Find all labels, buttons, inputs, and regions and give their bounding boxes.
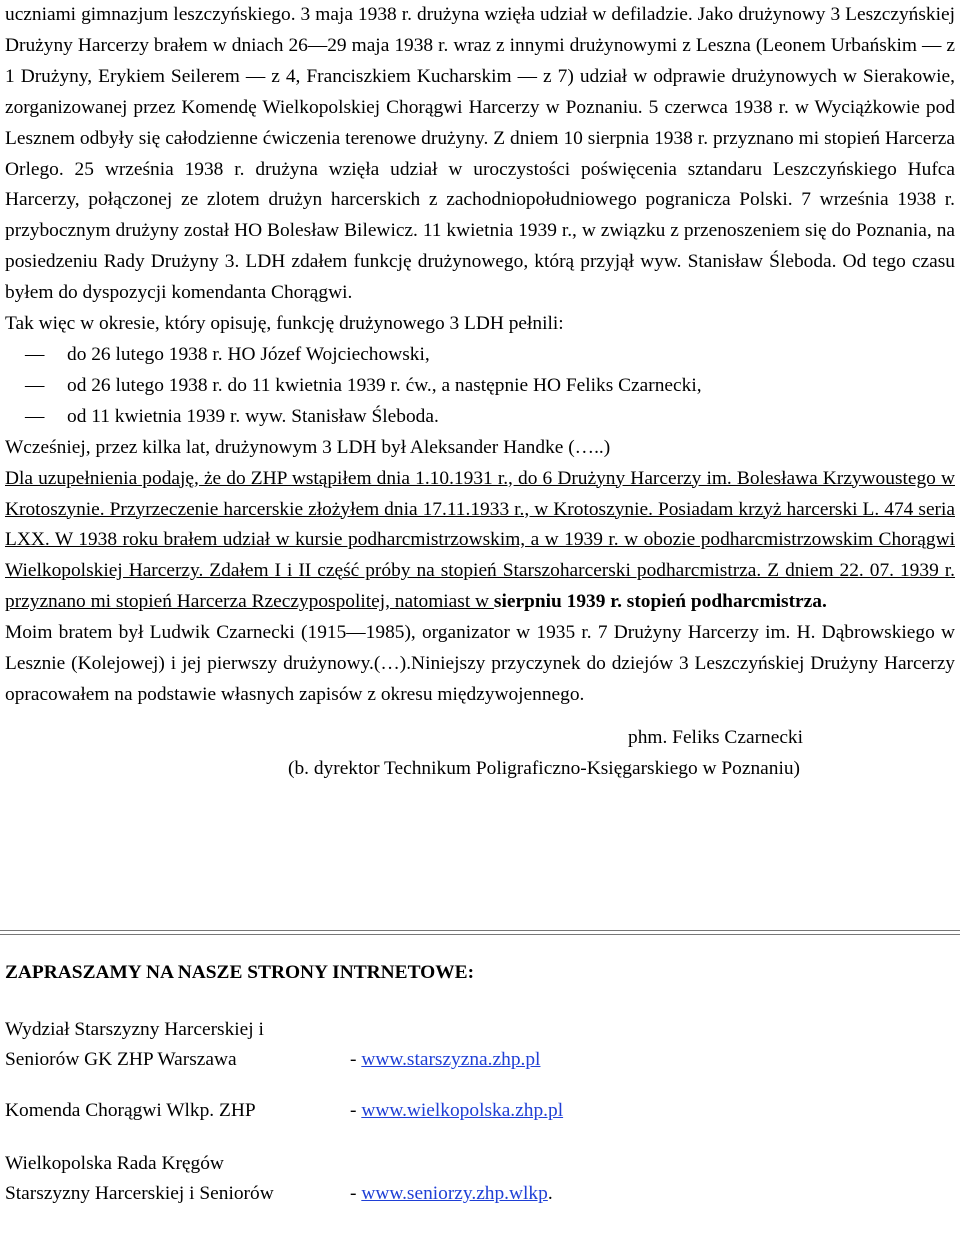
em-dash: — — [25, 374, 45, 396]
link-label-line: Wielkopolska Rada Kręgów — [5, 1153, 224, 1174]
signature-name: phm. Feliks Czarnecki — [628, 726, 804, 748]
list-item: — od 11 kwietnia 1939 r. wyw. Stanisław Śleboda. — [5, 402, 955, 433]
link-starszyzna[interactable]: www.starszyzna.zhp.pl — [361, 1049, 541, 1070]
link-seniorzy[interactable]: www.seniorzy.zhp.wlkp — [361, 1183, 548, 1204]
paragraph-earlier-leader: Wcześniej, przez kilka lat, drużynowym 3 LDH był Aleksander Handke (…..) — [5, 436, 611, 458]
em-dash: — — [25, 405, 45, 427]
double-divider — [0, 930, 960, 935]
document-body — [5, 0, 955, 785]
paragraph-supplement — [5, 464, 955, 619]
link-row-starszyzna: Wydział Starszyzny Harcerskiej i Seniorów GK ZHP Warszawa - www.starszyzna.zhp.pl — [5, 1015, 540, 1075]
em-dash: — — [25, 343, 45, 365]
signature-title: (b. dyrektor Technikum Poligraficzno-Księgarskiego w Poznaniu) — [288, 757, 801, 779]
link-row-wielkopolska: Komenda Chorągwi Wlkp. ZHP - www.wielkopolska.zhp.pl — [5, 1096, 563, 1126]
link-label-line: Wydział Starszyzny Harcerskiej i — [5, 1019, 264, 1040]
list-item: — od 26 lutego 1938 r. do 11 kwietnia 1939 r. ćw., a następnie HO Feliks Czarnecki, — [5, 371, 955, 402]
link-label-line: Seniorów GK ZHP Warszawa — [5, 1049, 237, 1070]
supplement-underlined-text: Dla uzupełnienia podaję, że do ZHP wstąpiłem dnia 1.10.1931 r., do 6 Drużyny Harcerzy im. Bolesława Krzywoustego w Krotoszynie. Przyrzeczenie harcerskie złożyłem dnia 17.11.1933 r., w Krotoszynie. Posiadam krzyż harcerski L. 474 seria LXX. W 1938 roku brałem udział w kursie podharcmistrzowskim, a w 1939 r. w obozie podharcmistrzowskim Chorągwi Wielkopolskiej Harcerzy. Zdałem I i II część próby na stopień Starszoharcerski podharcmistrza. Z dniem 22. 07. 1939 r. przyznano mi stopień Harcerza Rzeczypospolitej, natomiast w — [5, 467, 955, 613]
paragraph-summary-intro: Tak więc w okresie, który opisuję, funkcję drużynowego 3 LDH pełnili: — [5, 313, 564, 335]
paragraph-brother: Moim bratem był Ludwik Czarnecki (1915—1985), organizator w 1935 r. 7 Drużyny Harcerzy im. H. Dąbrowskiego w Lesznie (Kolejowej) i jej pierwszy drużynowy.(…).Niniejszy przyczynek do dziejów 3 Leszczyńskiej Drużyny Harcerzy opracowałem na podstawie własnych zapisów z okresu międzywojennego. — [5, 622, 955, 705]
paragraph-history: uczniami gimnazjum leszczyńskiego. 3 maja 1938 r. drużyna wzięła udział w defiladzie. Jako drużynowy 3 Leszczyńskiej Drużyny Harcerzy brałem w dniach 26—29 maja 1938 r. wraz z innymi drużynowymi z Leszna (Leonem Urbańskim — z 1 Drużyny, Erykiem Seilerem — z 4, Franciszkiem Kucharskim — z 7) udział w odprawie drużynowych w Sierakowie, zorganizowanej przez Komendę Wielkopolskiej Chorągwi Harcerzy w Poznaniu. 5 czerwca 1938 r. w Wyciążkowie pod Lesznem odbyły się całodzienne ćwiczenia terenowe drużyny. Z dniem 10 sierpnia 1938 r. przyznano mi stopień Harcerza Orlego. 25 września 1938 r. drużyna wzięła udział w uroczystości poświęcenia sztandaru Leszczyńskiego Hufca Harcerzy, połączonej ze zlotem drużyn harcerskich z zachodniopołudniowego pogranicza Polski. 7 września 1938 r. przybocznym drużyny został HO Bolesław Bilewicz. 11 kwietnia 1939 r., w związku z przenoszeniem się do Poznania, na posiedzeniu Rady Drużyny 3. LDH zdałem funkcję drużynowego, którą przyjął wyw. Stanisław Śleboda. Od tego czasu byłem do dyspozycji komendanta Chorągwi. — [5, 4, 955, 304]
link-wielkopolska[interactable]: www.wielkopolska.zhp.pl — [361, 1100, 564, 1121]
link-label-line: Komenda Chorągwi Wlkp. ZHP — [5, 1100, 256, 1121]
list-item: — do 26 lutego 1938 r. HO Józef Wojciechowski, — [5, 340, 955, 371]
link-label-line: Starszyzny Harcerskiej i Seniorów — [5, 1183, 274, 1204]
supplement-bold-text: sierpniu 1939 r. stopień podharcmistrza. — [493, 591, 827, 613]
footer-heading: ZAPRASZAMY NA NASZE STRONY INTRNETOWE: — [5, 962, 475, 983]
link-row-seniorzy: Wielkopolska Rada Kręgów Starszyzny Harcerskiej i Seniorów - www.seniorzy.zhp.wlkp. — [5, 1149, 553, 1209]
